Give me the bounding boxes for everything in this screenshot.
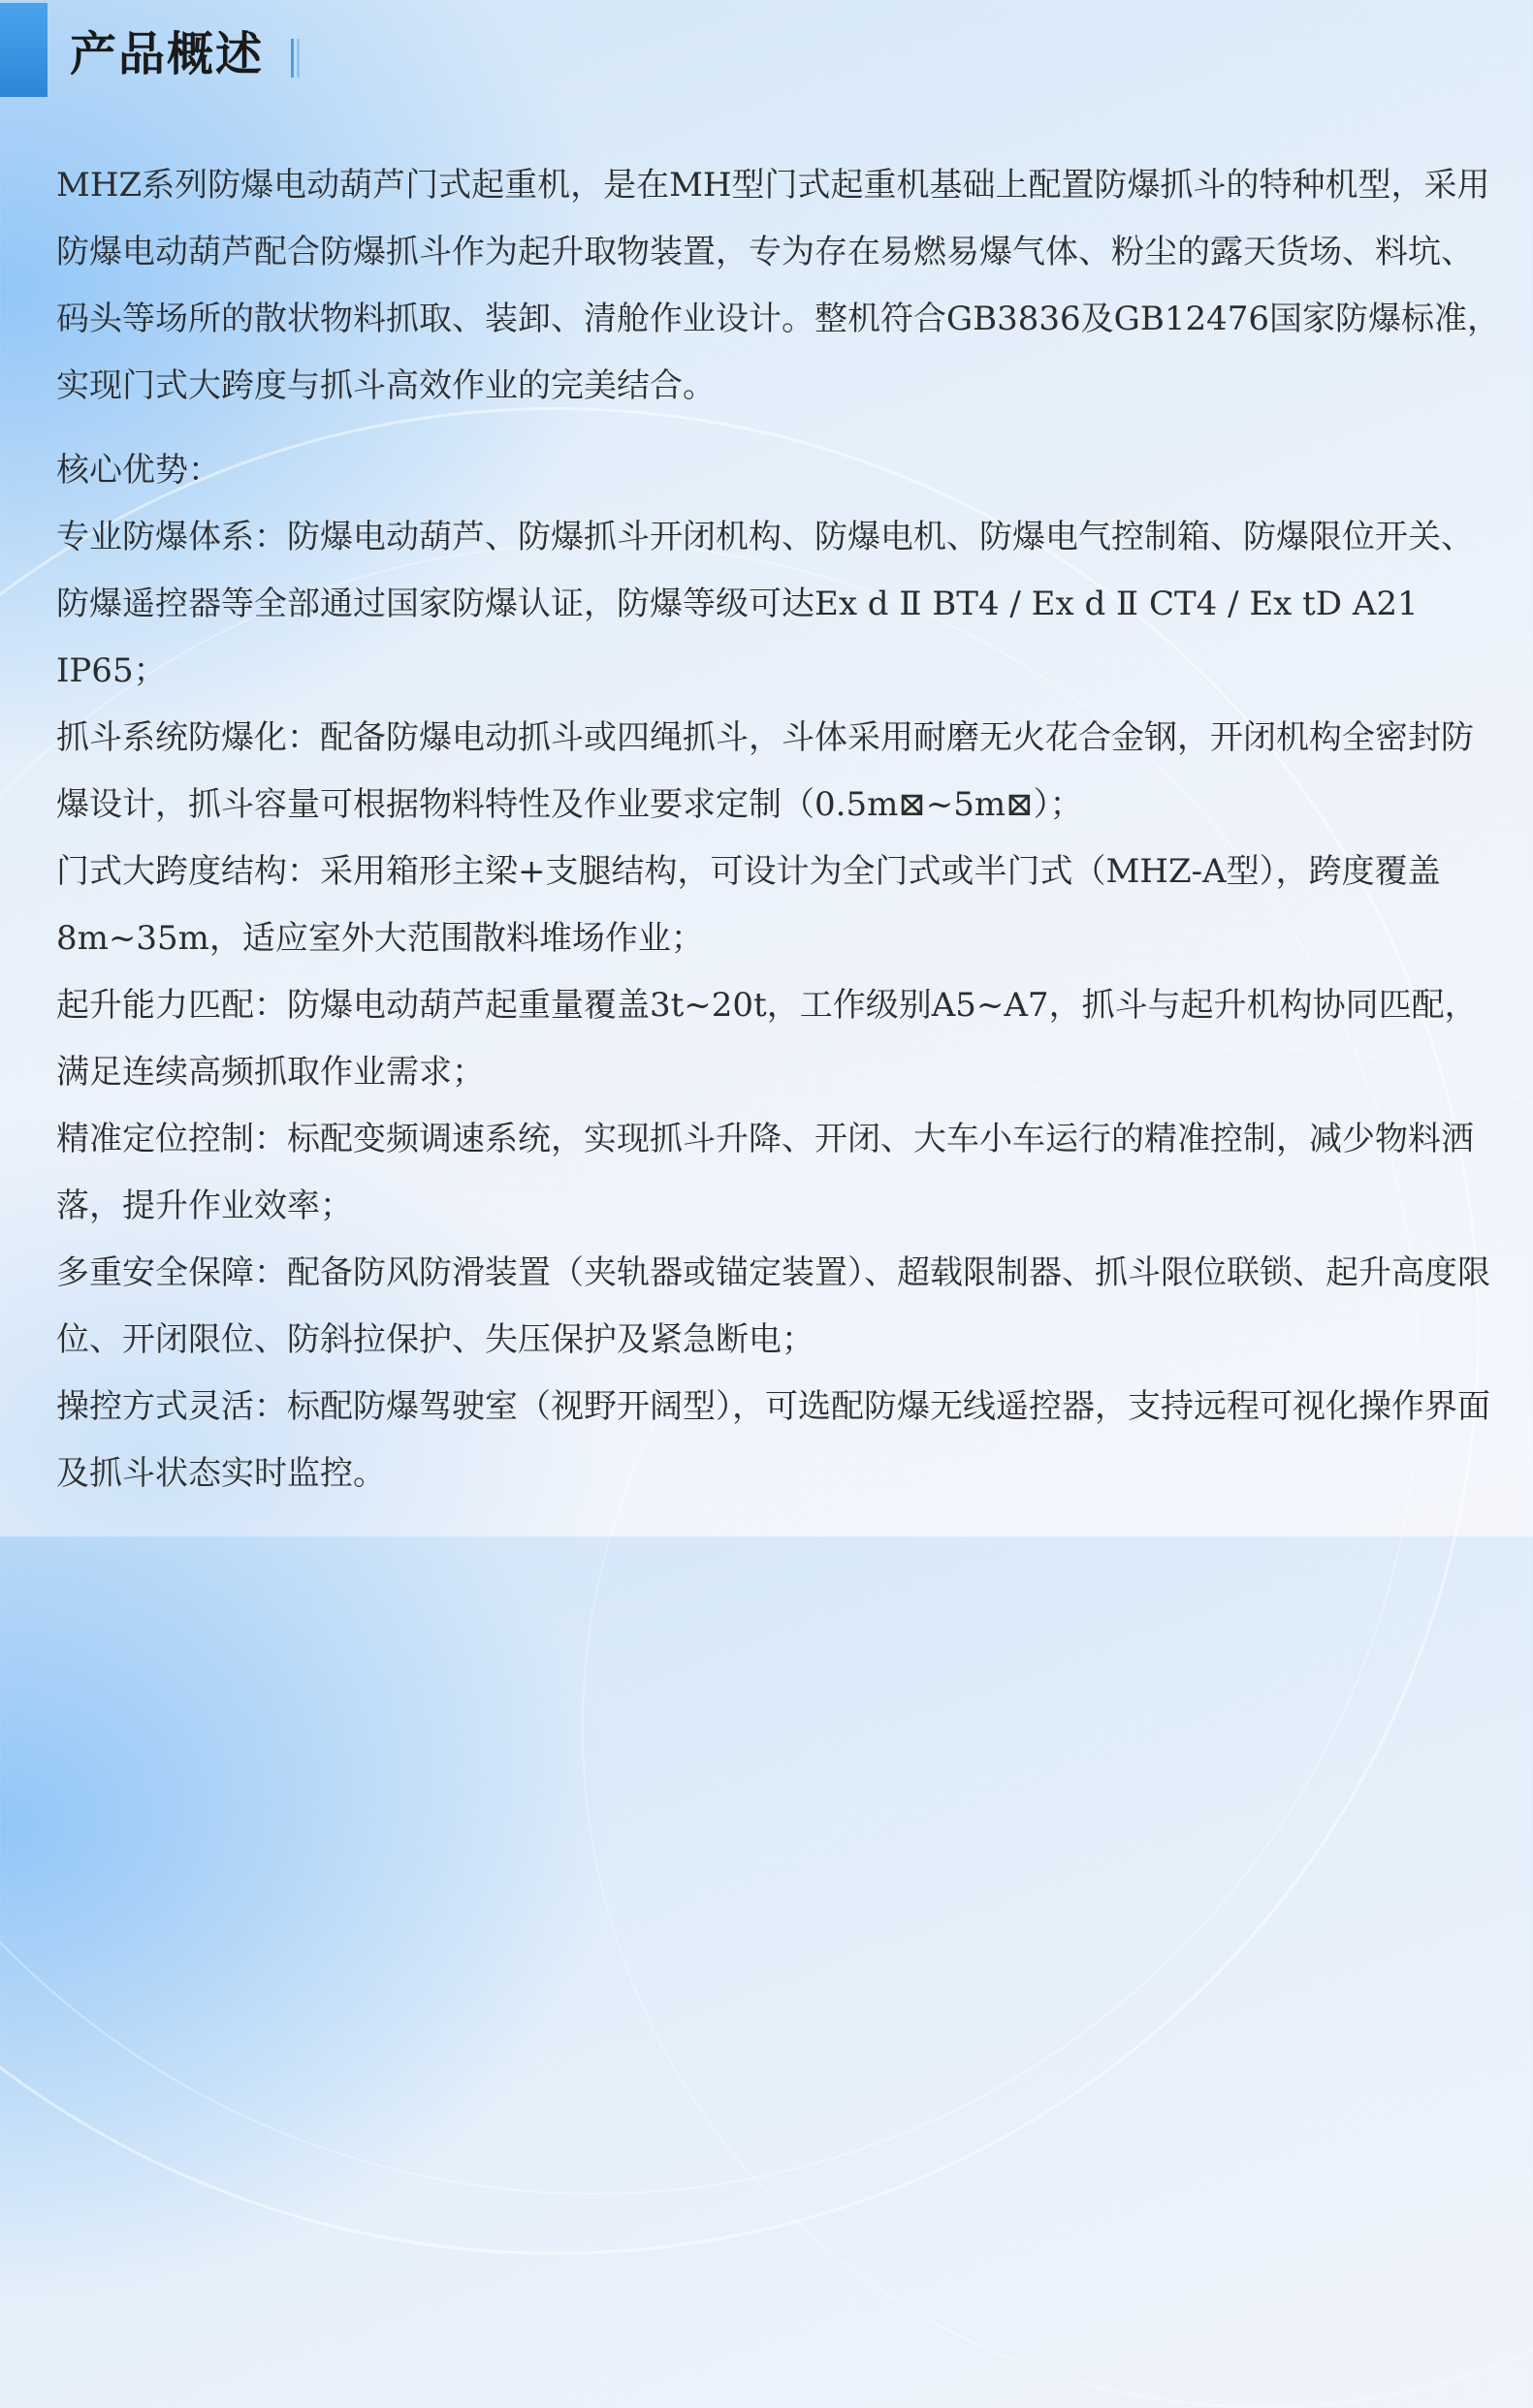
divider-mark <box>297 39 300 78</box>
advantage-item: 多重安全保障：配备防风防滑装置（夹轨器或锚定装置）、超载限制器、抓斗限位联锁、起升高度限位、开闭限位、防斜拉保护、失压保护及紧急断电； <box>56 1253 1490 1359</box>
advantages-heading: 核心优势： <box>56 451 221 490</box>
advantage-item: 专业防爆体系：防爆电动葫芦、防爆抓斗开闭机构、防爆电机、防爆电气控制箱、防爆限位开关、防爆遥控器等全部通过国家防爆认证，防爆等级可达Ex d Ⅱ BT4 / Ex d Ⅱ CT4 / Ex tD A21 IP65； <box>56 518 1474 690</box>
divider-mark <box>291 39 294 78</box>
page-title: 产品概述 <box>70 27 265 81</box>
intro-paragraph: MHZ系列防爆电动葫芦门式起重机，是在MH型门式起重机基础上配置防爆抓斗的特种机型，采用防爆电动葫芦配合防爆抓斗作为起升取物装置，专为存在易燃易爆气体、粉尘的露天货场、料坑、码头等场所的散状物料抓取、装卸、清舱作业设计。整机符合GB3836及GB12476国家防爆标准，实现门式大跨度与抓斗高效作业的完美结合。 <box>56 166 1500 405</box>
title-divider-marks <box>291 39 303 78</box>
advantage-item: 起升能力匹配：防爆电动葫芦起重量覆盖3t~20t，工作级别A5~A7，抓斗与起升机构协同匹配，满足连续高频抓取作业需求； <box>56 986 1478 1092</box>
product-overview-body <box>56 152 1501 1507</box>
advantage-item: 抓斗系统防爆化：配备防爆电动抓斗或四绳抓斗，斗体采用耐磨无火花合金钢，开闭机构全密封防爆设计，抓斗容量可根据物料特性及作业要求定制（0.5m⊠~5m⊠）； <box>56 718 1474 824</box>
advantage-item: 门式大跨度结构：采用箱形主梁+支腿结构，可设计为全门式或半门式（MHZ-A型），跨度覆盖8m~35m，适应室外大范围散料堆场作业； <box>56 852 1441 958</box>
advantage-item: 精准定位控制：标配变频调速系统，实现抓斗升降、开闭、大车小车运行的精准控制，减少物料洒落，提升作业效率； <box>56 1120 1474 1225</box>
header-accent-bar <box>0 3 48 97</box>
advantage-item: 操控方式灵活：标配防爆驾驶室（视野开阔型），可选配防爆无线遥控器，支持远程可视化操作界面及抓斗状态实时监控。 <box>56 1387 1490 1493</box>
section-header <box>0 0 582 97</box>
